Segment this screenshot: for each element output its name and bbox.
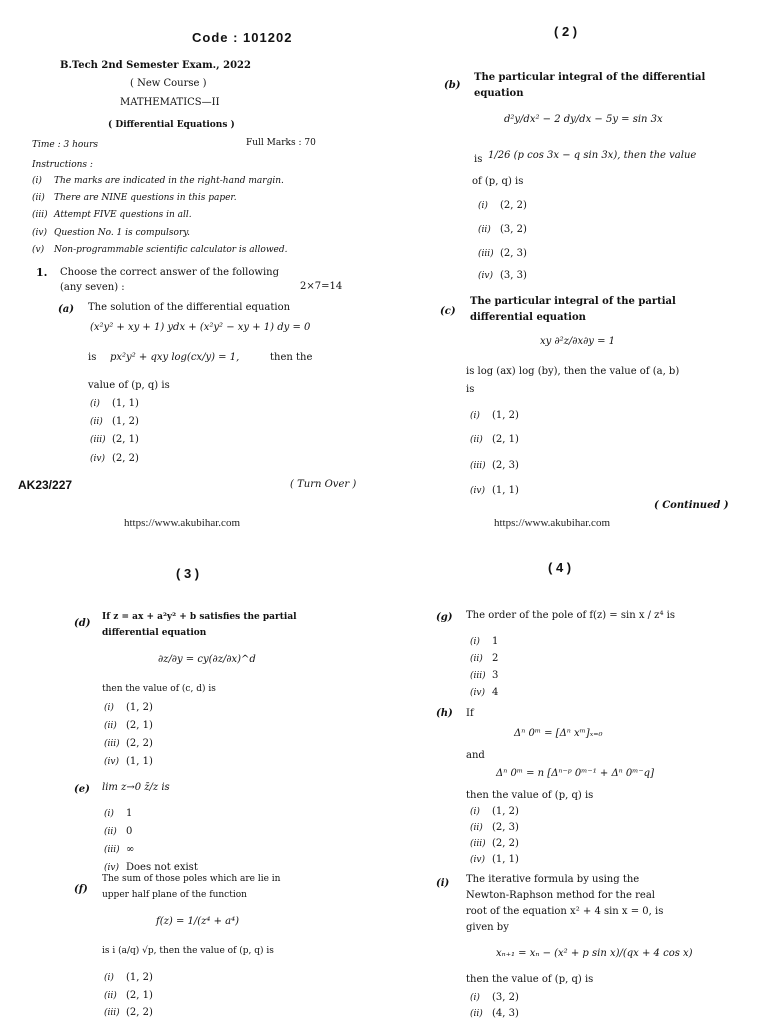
answer-option: (ii) (2, 1)	[104, 720, 153, 731]
question-1-text-cont: (any seven) :	[60, 282, 125, 293]
answer-option: (i) (3, 2)	[470, 992, 519, 1003]
question-text: is log (ax) log (by), then the value of (a, b)	[466, 366, 680, 377]
question-text: The iterative formula by using the	[466, 874, 640, 885]
question-text-cont: equation	[474, 88, 524, 99]
full-marks-label: Full Marks : 70	[246, 138, 316, 148]
footer-code: AK23/227	[18, 478, 73, 492]
answer-option: (iii) (2, 1)	[90, 434, 139, 445]
page-number: ( 2 )	[554, 24, 578, 39]
equation: (x²y² + xy + 1) ydx + (x²y² − xy + 1) dy = 0	[90, 322, 311, 333]
answer-option: (ii) (4, 3)	[470, 1008, 519, 1019]
answer-option: (ii) (1, 2)	[90, 416, 139, 427]
question-text-cont: upper half plane of the function	[102, 890, 247, 900]
turn-over-label: ( Turn Over )	[290, 479, 357, 490]
answer-option: (ii) (3, 2)	[478, 224, 527, 235]
answer-option: (i) 1	[104, 808, 133, 819]
instruction-item: (i) The marks are indicated in the right-hand margin.	[32, 176, 284, 186]
answer-option: (i) (1, 2)	[104, 972, 153, 983]
page-number: ( 4 )	[548, 560, 572, 575]
equation: f(z) = 1/(z⁴ + a⁴)	[156, 916, 240, 927]
question-text: The solution of the differential equation	[88, 302, 291, 313]
answer-option: (ii) (2, 1)	[470, 434, 519, 445]
question-label: (c)	[440, 306, 456, 317]
source-url: https://www.akubihar.com	[494, 517, 610, 529]
exam-title: B.Tech 2nd Semester Exam., 2022	[60, 60, 251, 71]
question-text-cont: is	[466, 384, 475, 395]
question-1-number: 1.	[36, 266, 48, 279]
source-url: https://www.akubihar.com	[124, 517, 240, 529]
instructions-title: Instructions :	[32, 160, 93, 170]
answer-option: (i) (2, 2)	[478, 200, 527, 211]
question-text: The order of the pole of f(z) = sin x / z⁴ is	[466, 610, 675, 621]
question-text: then the value of (c, d) is	[102, 684, 216, 694]
answer-option: (iii) (2, 3)	[478, 248, 527, 259]
question-text-cont: root of the equation x² + 4 sin x = 0, is	[466, 906, 664, 917]
equation: 1/26 (p cos 3x − q sin 3x), then the value	[488, 150, 697, 161]
question-text: The particular integral of the differential	[474, 72, 706, 83]
instruction-item: (v) Non-programmable scientific calculator is allowed.	[32, 245, 288, 255]
page-4	[384, 512, 768, 1024]
question-text: The sum of those poles which are lie in	[102, 874, 281, 884]
question-label: (h)	[436, 708, 453, 719]
question-text: If	[466, 708, 474, 719]
equation: px²y² + qxy log(cx/y) = 1,	[110, 352, 240, 363]
question-text: then the value of (p, q) is	[466, 790, 594, 801]
answer-option: (i) (1, 2)	[104, 702, 153, 713]
answer-option: (iv) (3, 3)	[478, 270, 527, 281]
answer-option: (iv) Does not exist	[104, 862, 198, 873]
page-number: ( 3 )	[176, 566, 200, 581]
question-label: (d)	[74, 618, 91, 629]
question-text-cont: given by	[466, 922, 509, 933]
question-label: (g)	[436, 612, 453, 623]
question-1-marks: 2×7=14	[300, 281, 343, 292]
instruction-item: (iv) Question No. 1 is compulsory.	[32, 228, 191, 238]
answer-option: (iii) (2, 2)	[104, 738, 153, 749]
question-label: (i)	[436, 878, 450, 889]
answer-option: (i) (1, 2)	[470, 806, 519, 817]
time-label: Time : 3 hours	[32, 140, 99, 150]
answer-option: (iii) (2, 2)	[104, 1007, 153, 1018]
answer-option: (ii) 2	[470, 653, 499, 664]
instruction-item: (ii) There are NINE questions in this paper.	[32, 193, 237, 203]
question-text: then the value of (p, q) is	[466, 974, 594, 985]
answer-option: (iii) 3	[470, 670, 499, 681]
equation: ∂z/∂y = cy(∂z/∂x)^d	[158, 654, 256, 665]
question-text: is i (a/q) √p, then the value of (p, q) is	[102, 946, 274, 956]
question-label: (a)	[58, 304, 74, 315]
answer-option: (iii) (2, 3)	[470, 460, 519, 471]
continued-label: ( Continued )	[654, 500, 729, 511]
question-text: then the	[270, 352, 313, 363]
question-text: and	[466, 750, 485, 761]
subject-title: MATHEMATICS—II	[120, 97, 220, 108]
question-text: lim z→0 z̄/z is	[102, 782, 170, 793]
answer-option: (iv) (1, 1)	[470, 854, 519, 865]
answer-option: (iv) (1, 1)	[104, 756, 153, 767]
page-2	[384, 0, 768, 529]
topic-title: ( Differential Equations )	[108, 120, 235, 130]
question-text-cont: differential equation	[470, 312, 586, 323]
answer-option: (ii) 0	[104, 826, 133, 837]
answer-option: (ii) (2, 3)	[470, 822, 519, 833]
question-1-text: Choose the correct answer of the following	[60, 267, 279, 278]
page-1	[0, 0, 384, 529]
answer-option: (i) 1	[470, 636, 499, 647]
page-3	[0, 512, 384, 1024]
answer-option: (ii) (2, 1)	[104, 990, 153, 1001]
question-label: (b)	[444, 80, 461, 91]
question-text: value of (p, q) is	[88, 380, 170, 391]
question-text: is	[474, 154, 483, 165]
instruction-item: (iii) Attempt FIVE questions in all.	[32, 210, 192, 220]
answer-option: (i) (1, 1)	[90, 398, 139, 409]
answer-option: (iv) (1, 1)	[470, 485, 519, 496]
question-text: If z = ax + a²y² + b satisfies the partial	[102, 612, 297, 622]
question-label: (e)	[74, 784, 90, 795]
answer-option: (iii) ∞	[104, 844, 135, 855]
paper-code: Code : 101202	[192, 30, 293, 45]
answer-option: (iv) 4	[470, 687, 499, 698]
equation: Δⁿ 0ᵐ = n [Δⁿ⁻ᵖ 0ᵐ⁻¹ + Δⁿ 0ᵐ⁻q]	[496, 768, 654, 779]
question-text: is	[88, 352, 97, 363]
equation: d²y/dx² − 2 dy/dx − 5y = sin 3x	[504, 114, 663, 125]
question-text-cont: differential equation	[102, 628, 207, 638]
equation: Δⁿ 0ᵐ = [Δⁿ xᵐ]ₓ₌₀	[514, 728, 603, 739]
equation: xy ∂²z/∂x∂y = 1	[540, 336, 616, 347]
course-label: ( New Course )	[130, 78, 207, 89]
answer-option: (i) (1, 2)	[470, 410, 519, 421]
question-label: (f)	[74, 884, 88, 895]
answer-option: (iv) (2, 2)	[90, 453, 139, 464]
question-text: of (p, q) is	[472, 176, 524, 187]
question-text-cont: Newton-Raphson method for the real	[466, 890, 655, 901]
question-text: The particular integral of the partial	[470, 296, 676, 307]
equation: xₙ₊₁ = xₙ − (x² + p sin x)/(qx + 4 cos x)	[496, 948, 693, 959]
answer-option: (iii) (2, 2)	[470, 838, 519, 849]
